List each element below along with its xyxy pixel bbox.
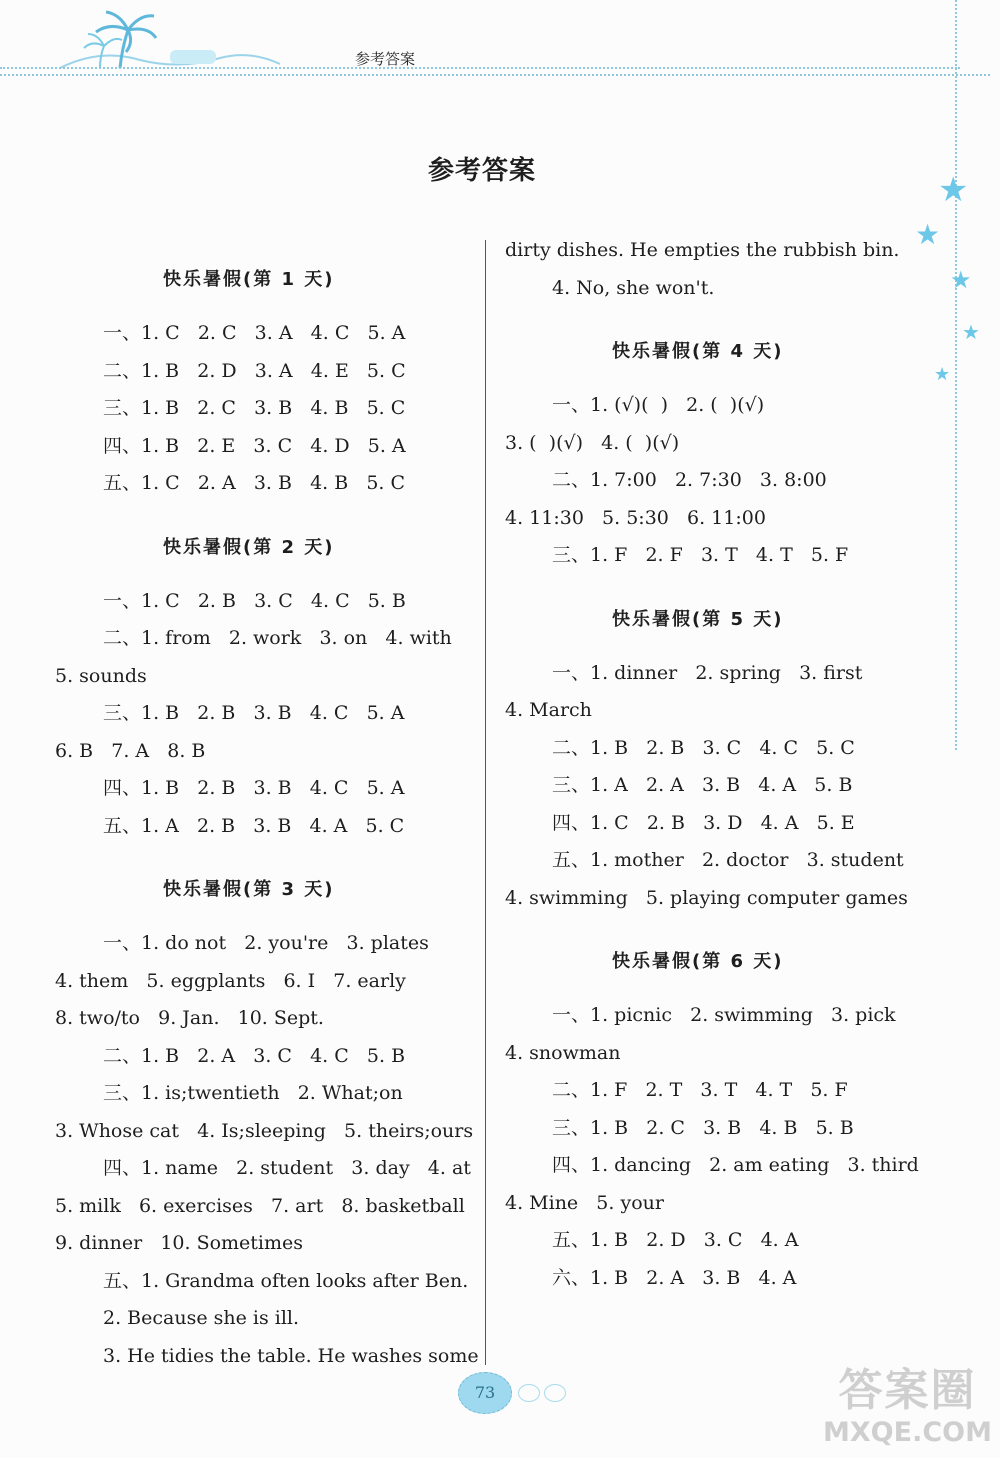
answer-line: 一、1. C 2. C 3. A 4. C 5. A xyxy=(103,322,406,344)
answer-line: 一、1. (√)( ) 2. ( )(√) xyxy=(552,394,765,416)
section-heading: 快乐暑假(第 6 天) xyxy=(612,951,784,972)
answer-line: 5. milk 6. exercises 7. art 8. basketball xyxy=(55,1194,465,1217)
answer-line: 五、1. C 2. A 3. B 4. B 5. C xyxy=(103,472,406,494)
answer-line: 二、1. B 2. A 3. C 4. C 5. B xyxy=(103,1044,406,1067)
answer-line: 五、1. mother 2. doctor 3. student xyxy=(552,849,904,871)
answer-line: 一、1. C 2. B 3. C 4. C 5. B xyxy=(103,589,406,612)
margin-divider xyxy=(955,0,957,750)
header-title: 参考答案 xyxy=(355,50,416,68)
star-icon: ★ xyxy=(962,320,980,344)
header-divider xyxy=(0,74,990,76)
answer-line: 二、1. 7:00 2. 7:30 3. 8:00 xyxy=(552,469,827,491)
section-heading: 快乐暑假(第 5 天) xyxy=(612,608,784,630)
header-divider xyxy=(0,67,960,69)
answer-line: 四、1. C 2. B 3. D 4. A 5. E xyxy=(552,811,855,834)
star-icon: ★ xyxy=(950,266,972,294)
answer-line: 三、1. B 2. C 3. B 4. B 5. C xyxy=(103,397,406,419)
answer-line: 五、1. A 2. B 3. B 4. A 5. C xyxy=(103,814,405,837)
star-icon: ★ xyxy=(934,364,951,385)
answer-line: 4. snowman xyxy=(505,1041,621,1064)
answer-line: 四、1. dancing 2. am eating 3. third xyxy=(552,1154,919,1176)
answer-line: 三、1. A 2. A 3. B 4. A 5. B xyxy=(552,774,853,796)
star-icon: ★ xyxy=(915,218,941,251)
answer-line: 6. B 7. A 8. B xyxy=(55,739,206,762)
answer-line: 五、1. Grandma often looks after Ben. xyxy=(103,1269,469,1292)
column-divider xyxy=(485,240,486,1365)
watermark-line2: MXQE.COM xyxy=(823,1417,992,1448)
answer-line: 二、1. B 2. D 3. A 4. E 5. C xyxy=(103,359,406,382)
section-heading: 快乐暑假(第 3 天) xyxy=(163,879,335,900)
answer-line: 一、1. picnic 2. swimming 3. pick xyxy=(552,1004,896,1026)
answer-line: 9. dinner 10. Sometimes xyxy=(55,1232,304,1254)
answer-line: dirty dishes. He empties the rubbish bin. xyxy=(505,239,900,261)
answer-line: 3. ( )(√) 4. ( )(√) xyxy=(505,431,680,454)
answer-line: 三、1. B 2. C 3. B 4. B 5. B xyxy=(552,1116,854,1139)
answer-line: 4. 11:30 5. 5:30 6. 11:00 xyxy=(505,506,766,529)
answer-line: 5. sounds xyxy=(55,664,147,687)
answer-line: 四、1. B 2. B 3. B 4. C 5. A xyxy=(103,777,405,799)
answer-line: 4. swimming 5. playing computer games xyxy=(505,886,908,909)
answer-line: 4. them 5. eggplants 6. I 7. early xyxy=(55,969,406,992)
answer-line: 三、1. F 2. F 3. T 4. T 5. F xyxy=(552,544,849,566)
answer-line: 3. He tidies the table. He washes some xyxy=(103,1344,479,1367)
answer-line: 二、1. B 2. B 3. C 4. C 5. C xyxy=(552,736,855,759)
answer-line: 8. two/to 9. Jan. 10. Sept. xyxy=(55,1007,324,1029)
section-heading: 快乐暑假(第 2 天) xyxy=(163,536,335,558)
answer-line: 4. Mine 5. your xyxy=(505,1191,664,1214)
answer-line: 二、1. from 2. work 3. on 4. with xyxy=(103,627,452,649)
watermark xyxy=(820,1365,995,1455)
answer-line: 三、1. B 2. B 3. B 4. C 5. A xyxy=(103,702,405,724)
answer-line: 3. Whose cat 4. Is;sleeping 5. theirs;ours xyxy=(55,1119,474,1142)
page-title: 参考答案 xyxy=(427,156,536,186)
bubble-icon xyxy=(544,1384,566,1402)
star-icon: ★ xyxy=(938,170,969,210)
section-heading: 快乐暑假(第 1 天) xyxy=(163,269,335,290)
answer-line: 四、1. B 2. E 3. C 4. D 5. A xyxy=(103,434,406,457)
answer-line: 三、1. is;twentieth 2. What;on xyxy=(103,1082,403,1104)
answer-line: 二、1. F 2. T 3. T 4. T 5. F xyxy=(552,1079,848,1101)
watermark-line1: 答案圈 xyxy=(838,1365,977,1416)
palm-tree-icon xyxy=(60,8,280,72)
answer-line: 4. No, she won't. xyxy=(552,276,715,299)
answer-line: 六、1. B 2. A 3. B 4. A xyxy=(552,1266,797,1289)
answer-line: 2. Because she is ill. xyxy=(103,1307,300,1329)
answer-line: 四、1. name 2. student 3. day 4. at xyxy=(103,1157,471,1179)
answer-line: 一、1. do not 2. you're 3. plates xyxy=(103,932,429,954)
page-number: 73 xyxy=(458,1372,512,1414)
answer-line: 五、1. B 2. D 3. C 4. A xyxy=(552,1229,799,1251)
section-heading: 快乐暑假(第 4 天) xyxy=(612,341,784,362)
answer-line: 4. March xyxy=(505,699,592,721)
bubble-icon xyxy=(518,1384,540,1402)
answer-line: 一、1. dinner 2. spring 3. first xyxy=(552,661,863,684)
